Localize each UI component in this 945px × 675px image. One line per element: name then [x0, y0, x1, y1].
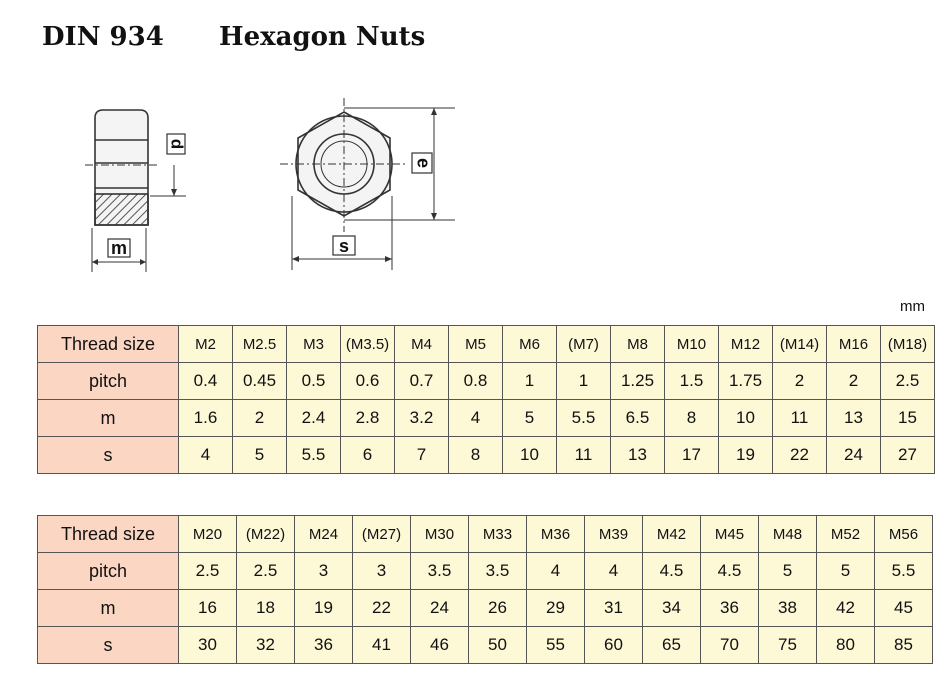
table-cell: 15 [881, 400, 935, 437]
table-cell: 80 [817, 627, 875, 664]
row-label: Thread size [38, 326, 179, 363]
row-label: Thread size [38, 516, 179, 553]
table-cell: 5 [503, 400, 557, 437]
table-cell: 24 [411, 590, 469, 627]
table-cell: 38 [759, 590, 817, 627]
table-cell: 2.4 [287, 400, 341, 437]
pitch-row [38, 553, 933, 590]
table-cell: 1 [503, 363, 557, 400]
table-cell: M52 [817, 516, 875, 553]
table-cell: (M18) [881, 326, 935, 363]
table-cell: M16 [827, 326, 881, 363]
table-cell: 2 [233, 400, 287, 437]
table-cell: (M7) [557, 326, 611, 363]
table-cell: 1.6 [179, 400, 233, 437]
table-cell: 0.45 [233, 363, 287, 400]
pitch-row [38, 363, 935, 400]
table-cell: 36 [701, 590, 759, 627]
table-cell: 2 [827, 363, 881, 400]
table-cell: 31 [585, 590, 643, 627]
table-cell: 5 [759, 553, 817, 590]
table-cell: M24 [295, 516, 353, 553]
table-cell: 60 [585, 627, 643, 664]
table-cell: M30 [411, 516, 469, 553]
table-cell: M36 [527, 516, 585, 553]
nut-side-view [85, 110, 186, 272]
table-cell: 85 [875, 627, 933, 664]
hex-nut-diagram [0, 90, 480, 285]
table-cell: 45 [875, 590, 933, 627]
table-cell: 75 [759, 627, 817, 664]
table-cell: 5 [233, 437, 287, 474]
table-cell: M48 [759, 516, 817, 553]
table-cell: 41 [353, 627, 411, 664]
table-cell: M20 [179, 516, 237, 553]
nut-front-view [280, 98, 455, 270]
table-cell: 6 [341, 437, 395, 474]
table-cell: 11 [773, 400, 827, 437]
row-label: s [38, 627, 179, 664]
table-cell: 2.5 [881, 363, 935, 400]
label-d: d [167, 138, 187, 150]
table-cell: 4 [179, 437, 233, 474]
table-cell: (M22) [237, 516, 295, 553]
table-cell: 70 [701, 627, 759, 664]
table-cell: M2 [179, 326, 233, 363]
table-cell: 26 [469, 590, 527, 627]
table-cell: 34 [643, 590, 701, 627]
table-cell: 19 [295, 590, 353, 627]
table-cell: 22 [773, 437, 827, 474]
table-cell: M45 [701, 516, 759, 553]
table-cell: 5.5 [875, 553, 933, 590]
table-cell: 36 [295, 627, 353, 664]
table-cell: 4 [585, 553, 643, 590]
table-cell: 1.5 [665, 363, 719, 400]
table-cell: 1 [557, 363, 611, 400]
s-row [38, 627, 933, 664]
m-row [38, 400, 935, 437]
table-cell: 3 [295, 553, 353, 590]
label-s: s [338, 236, 350, 256]
table-cell: (M14) [773, 326, 827, 363]
table-cell: M2.5 [233, 326, 287, 363]
table-cell: M39 [585, 516, 643, 553]
table-cell: 17 [665, 437, 719, 474]
table-cell: 5.5 [287, 437, 341, 474]
table-cell: 2.5 [179, 553, 237, 590]
table-cell: 16 [179, 590, 237, 627]
table-cell: 24 [827, 437, 881, 474]
unit-label: mm [900, 298, 925, 315]
table-cell: M6 [503, 326, 557, 363]
table-cell: 1.25 [611, 363, 665, 400]
table-cell: 2.5 [237, 553, 295, 590]
table-cell: 0.8 [449, 363, 503, 400]
table-cell: 46 [411, 627, 469, 664]
table-cell: M8 [611, 326, 665, 363]
row-label: pitch [38, 363, 179, 400]
table-cell: 10 [503, 437, 557, 474]
table-cell: 0.5 [287, 363, 341, 400]
table-cell: 5 [817, 553, 875, 590]
table-cell: 42 [817, 590, 875, 627]
row-label: pitch [38, 553, 179, 590]
table-cell: 50 [469, 627, 527, 664]
table-cell: 10 [719, 400, 773, 437]
table-cell: 3.2 [395, 400, 449, 437]
table-cell: 8 [449, 437, 503, 474]
s-row [38, 437, 935, 474]
table-cell: M42 [643, 516, 701, 553]
thread-size-row [38, 326, 935, 363]
table-cell: M3 [287, 326, 341, 363]
table-cell: 5.5 [557, 400, 611, 437]
table-cell: 13 [827, 400, 881, 437]
row-label: s [38, 437, 179, 474]
spec-table-2 [37, 515, 933, 664]
table-cell: 3.5 [411, 553, 469, 590]
table-cell: 3.5 [469, 553, 527, 590]
table-cell: M4 [395, 326, 449, 363]
table-cell: 11 [557, 437, 611, 474]
table-cell: M12 [719, 326, 773, 363]
table-cell: 6.5 [611, 400, 665, 437]
table-cell: M33 [469, 516, 527, 553]
table-cell: 19 [719, 437, 773, 474]
table-cell: 65 [643, 627, 701, 664]
table-cell: 55 [527, 627, 585, 664]
table-cell: 8 [665, 400, 719, 437]
table-cell: 27 [881, 437, 935, 474]
standard-code: DIN 934 [42, 22, 164, 52]
label-e: e [413, 157, 434, 169]
row-label: m [38, 400, 179, 437]
table-cell: 0.7 [395, 363, 449, 400]
table-cell: M5 [449, 326, 503, 363]
table-cell: 0.6 [341, 363, 395, 400]
m-row [38, 590, 933, 627]
table-cell: 13 [611, 437, 665, 474]
table-cell: 18 [237, 590, 295, 627]
table-cell: M56 [875, 516, 933, 553]
row-label: m [38, 590, 179, 627]
table-cell: 29 [527, 590, 585, 627]
table-cell: 30 [179, 627, 237, 664]
table-cell: 4 [527, 553, 585, 590]
table-cell: (M3.5) [341, 326, 395, 363]
table-cell: 2 [773, 363, 827, 400]
table-cell: M10 [665, 326, 719, 363]
table-cell: (M27) [353, 516, 411, 553]
table-cell: 0.4 [179, 363, 233, 400]
table-cell: 4.5 [643, 553, 701, 590]
label-m: m [110, 238, 128, 258]
table-cell: 4 [449, 400, 503, 437]
product-name: Hexagon Nuts [219, 22, 426, 52]
table-cell: 4.5 [701, 553, 759, 590]
thread-size-row [38, 516, 933, 553]
spec-table-1 [37, 325, 935, 474]
table-cell: 2.8 [341, 400, 395, 437]
table-cell: 22 [353, 590, 411, 627]
table-cell: 1.75 [719, 363, 773, 400]
table-cell: 3 [353, 553, 411, 590]
table-cell: 7 [395, 437, 449, 474]
table-cell: 32 [237, 627, 295, 664]
